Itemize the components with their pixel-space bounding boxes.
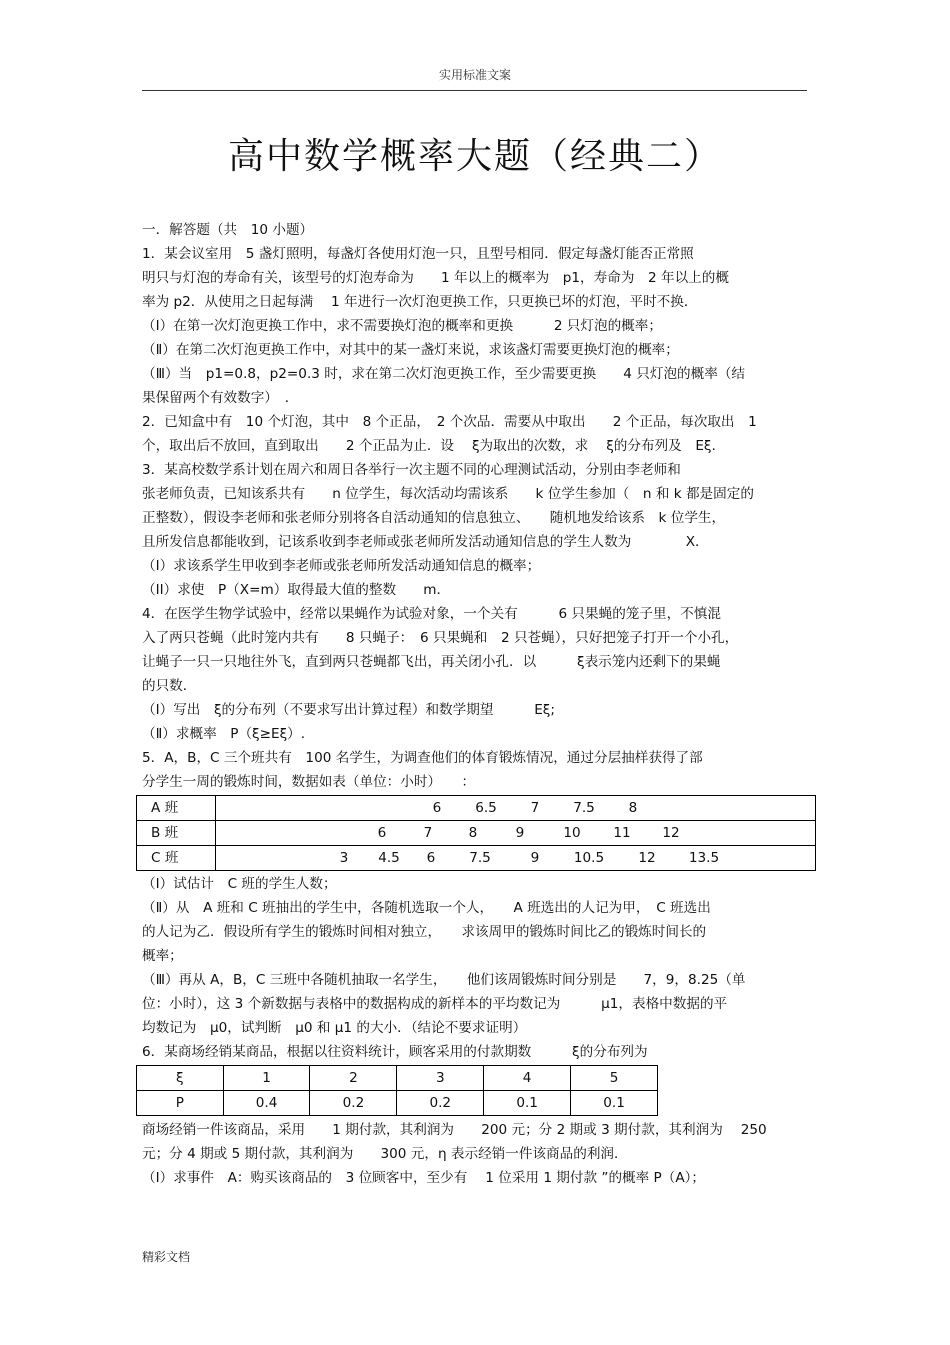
- row-label: B 班: [137, 821, 216, 846]
- q5-line: 分学生一周的锻炼时间，数据如表（单位：小时） ：: [142, 774, 476, 790]
- table-cell: 6: [432, 800, 442, 816]
- q3-line: 3．某高校数学系计划在周六和周日各举行一次主题不同的心理测试活动，分别由李老师和: [142, 462, 681, 478]
- q3-part: （II）求使 P（X=m）取得最大值的整数 m．: [142, 582, 451, 598]
- q4-line: 入了两只苍蝇（此时笼内共有 8 只蝇子： 6 只果蝇和 2 只苍蝇），只好把笼子打开一个小孔，: [142, 630, 739, 646]
- table-cell: 5: [571, 1066, 658, 1091]
- table-cell: 9: [515, 825, 525, 841]
- document-body: [142, 218, 810, 1190]
- table-cell: 8: [468, 825, 478, 841]
- table-cell: 4.5: [378, 850, 400, 866]
- q5-part: （Ⅲ）再从 A，B，C 三班中各随机抽取一名学生， 他们该周锻炼时间分别是 7，9，8.25（单: [142, 972, 746, 988]
- q4-part: （Ⅰ）写出 ξ的分布列（不要求写出计算过程）和数学期望 Eξ;: [142, 702, 555, 718]
- q5-part: （Ⅰ）试估计 C 班的学生人数；: [142, 876, 337, 892]
- table-cell: 12: [638, 850, 656, 866]
- q5-part: 位：小时），这 3 个新数据与表格中的数据构成的新样本的平均数记为 μ1，表格中数据的平: [142, 996, 728, 1012]
- q1-line: 率为 p2．从使用之日起每满 1 年进行一次灯泡更换工作，只更换已坏的灯泡，平时不换．: [142, 294, 698, 310]
- table-cell: 12: [662, 825, 680, 841]
- q6-line: 商场经销一件该商品，采用 1 期付款，其利润为 200 元；分 2 期或 3 期付款，其利润为 250: [142, 1122, 767, 1138]
- table-row: [137, 821, 816, 846]
- q5-part: 的人记为乙．假设所有学生的锻炼时间相对独立， 求该周甲的锻炼时间比乙的锻炼时间长的: [142, 924, 707, 940]
- table-cell: 7.5: [573, 800, 595, 816]
- q4-line: 4．在医学生物学试验中，经常以果蝇作为试验对象，一个关有 6 只果蝇的笼子里，不慎混: [142, 606, 721, 622]
- row-label: C 班: [137, 846, 216, 871]
- table-cell: 6: [426, 850, 436, 866]
- q4-part: （Ⅱ）求概率 P（ξ≥Eξ）.: [142, 726, 306, 742]
- section-heading: 一．解答题（共 10 小题）: [142, 222, 314, 238]
- q1-part: （Ⅲ）当 p1=0.8，p2=0.3 时，求在第二次灯泡更换工作，至少需要更换 4 只灯泡的概率（结: [142, 366, 746, 382]
- table-row: [137, 1091, 658, 1116]
- table-cell: 0.1: [484, 1091, 571, 1116]
- page-footer: 精彩文档: [142, 1250, 191, 1264]
- row-values: [216, 821, 816, 846]
- table-cell: 3: [397, 1066, 484, 1091]
- table-cell: 0.2: [310, 1091, 397, 1116]
- q5-line: 5．A，B，C 三个班共有 100 名学生，为调查他们的体育锻炼情况，通过分层抽样获得了部: [142, 750, 703, 766]
- q3-line: 张老师负责，已知该系共有 n 位学生，每次活动均需该系 k 位学生参加（ n 和 k 都是固定的: [142, 486, 754, 502]
- table-cell: 9: [530, 850, 540, 866]
- table-cell: 10: [563, 825, 581, 841]
- table-row: [137, 846, 816, 871]
- table-cell: 10.5: [573, 850, 605, 866]
- header-rule: [142, 90, 807, 91]
- table-cell: 6.5: [475, 800, 497, 816]
- table-cell: ξ: [137, 1066, 224, 1091]
- q6-line: 元；分 4 期或 5 期付款，其利润为 300 元，η 表示经销一件该商品的利润．: [142, 1146, 628, 1162]
- table-cell: 4: [484, 1066, 571, 1091]
- page-header: 实用标准文案: [438, 68, 511, 82]
- table-cell: 7.5: [469, 850, 491, 866]
- q2-line: 个，取出后不放回，直到取出 2 个正品为止．设 ξ为取出的次数，求 ξ的分布列及 Eξ.: [142, 438, 716, 454]
- table-cell: 7: [423, 825, 433, 841]
- table-cell: 0.1: [571, 1091, 658, 1116]
- q1-line: 1．某会议室用 5 盏灯照明，每盏灯各使用灯泡一只，且型号相同．假定每盏灯能否正常照: [142, 246, 694, 262]
- table-cell: 3: [339, 850, 349, 866]
- table-cell: 13.5: [688, 850, 720, 866]
- q3-line: 正整数），假设李老师和张老师分别将各自活动通知的信息独立、 随机地发给该系 k 位学生，: [142, 510, 726, 526]
- q5-part: 均数记为 μ0，试判断 μ0 和 μ1 的大小．（结论不要求证明）: [142, 1020, 527, 1036]
- q6-part: （Ⅰ）求事件 A：购买该商品的 3 位顾客中，至少有 1 位采用 1 期付款 ”的概率 P（A）；: [142, 1170, 706, 1186]
- row-values: [216, 846, 816, 871]
- table-row: [137, 1066, 658, 1091]
- q5-part: （Ⅱ）从 A 班和 C 班抽出的学生中，各随机选取一个人， A 班选出的人记为甲， C 班选出: [142, 900, 711, 916]
- exercise-time-table: [136, 795, 816, 871]
- q4-line: 让蝇子一只一只地往外飞，直到两只苍蝇都飞出，再关闭小孔．以 ξ表示笼内还剩下的果蝇: [142, 654, 721, 670]
- q5-part: 概率；: [142, 948, 183, 964]
- row-label: A 班: [137, 796, 216, 821]
- table-cell: 2: [310, 1066, 397, 1091]
- q2-line: 2．已知盒中有 10 个灯泡，其中 8 个正品， 2 个次品．需要从中取出 2 个正品，每次取出 1: [142, 414, 757, 430]
- document-title: 高中数学概率大题（经典二）: [227, 136, 722, 177]
- table-cell: 6: [377, 825, 387, 841]
- q4-line: 的只数．: [142, 678, 197, 694]
- q1-part: （Ⅱ）在第二次灯泡更换工作中，对其中的某一盏灯来说，求该盏灯需要更换灯泡的概率；: [142, 342, 679, 358]
- distribution-table: [136, 1065, 658, 1116]
- q3-line: 且所发信息都能收到，记该系收到李老师或张老师所发活动通知信息的学生人数为 X．: [142, 534, 709, 550]
- q1-line: 明只与灯泡的寿命有关，该型号的灯泡寿命为 1 年以上的概率为 p1，寿命为 2 年以上的概: [142, 270, 729, 286]
- table-cell: 1: [223, 1066, 310, 1091]
- table-cell: P: [137, 1091, 224, 1116]
- table-cell: 11: [613, 825, 631, 841]
- q1-part: 果保留两个有效数字） ．: [142, 390, 299, 406]
- table-cell: 7: [530, 800, 540, 816]
- q3-part: （I）求该系学生甲收到李老师或张老师所发活动通知信息的概率；: [142, 558, 541, 574]
- table-cell: 8: [628, 800, 638, 816]
- table-cell: 0.2: [397, 1091, 484, 1116]
- table-cell: 0.4: [223, 1091, 310, 1116]
- table-row: [137, 796, 816, 821]
- row-values: [216, 796, 816, 821]
- q1-part: （Ⅰ）在第一次灯泡更换工作中，求不需要换灯泡的概率和更换 2 只灯泡的概率；: [142, 318, 662, 334]
- q6-line: 6．某商场经销某商品，根据以往资料统计，顾客采用的付款期数 ξ的分布列为: [142, 1044, 648, 1060]
